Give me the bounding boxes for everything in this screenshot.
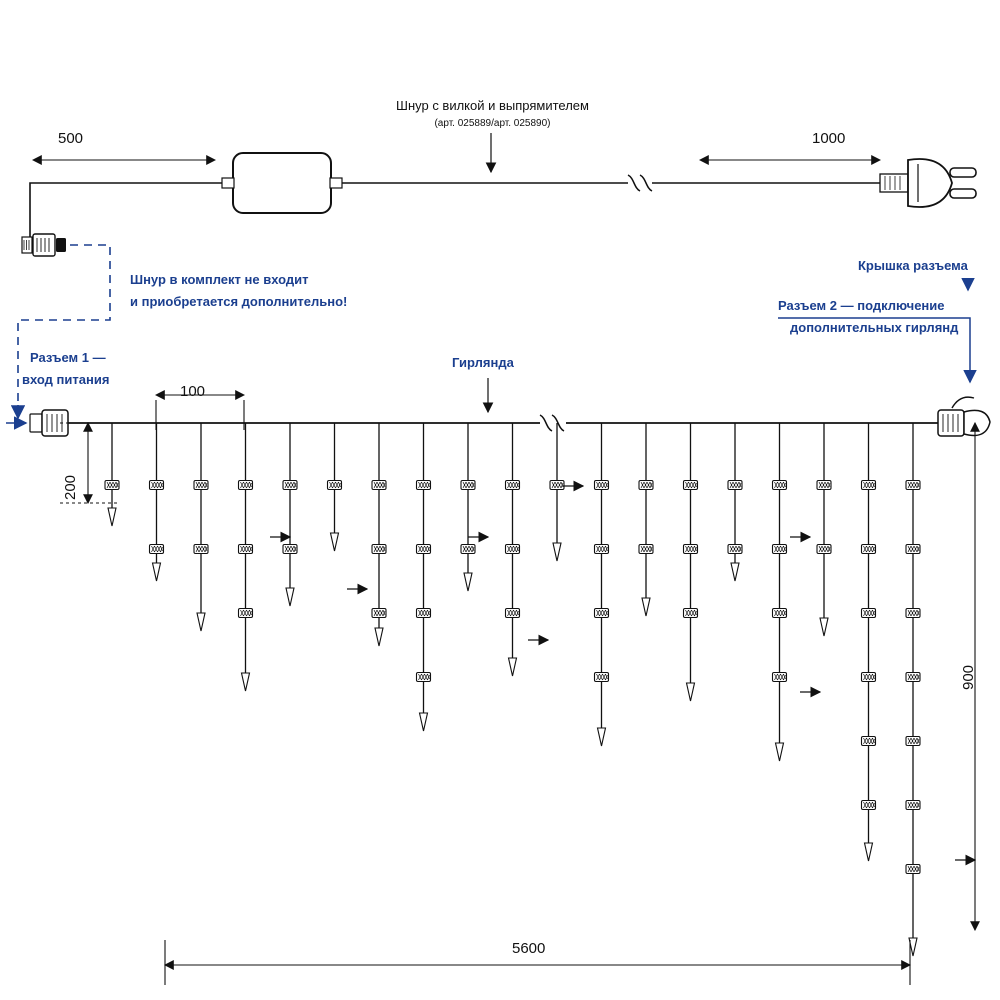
led-strands (105, 423, 920, 956)
connector2-label-line2: дополнительных гирлянд (790, 320, 959, 335)
dim-5600-label: 5600 (512, 940, 546, 957)
cord-not-included-line2: и приобретается дополнительно! (130, 294, 348, 309)
transformer-box (222, 153, 342, 213)
connector2-label-line1: Разъем 2 — подключение (778, 298, 945, 313)
dim-100-label: 100 (180, 383, 206, 400)
garland-break-symbol (540, 415, 564, 431)
cord-article: (арт. 025889/арт. 025890) (434, 118, 551, 129)
power-cord-assembly (30, 183, 222, 245)
connector-2 (938, 397, 990, 436)
cord-not-included-line1: Шнур в комплект не входит (130, 272, 309, 287)
dim-500-label: 500 (58, 130, 84, 147)
cord-title: Шнур с вилкой и выпрямителем (396, 98, 589, 113)
dim-200-label: 200 (62, 474, 79, 500)
connector1-label-line2: вход питания (22, 372, 110, 387)
dim-1000-label: 1000 (812, 130, 846, 147)
mains-plug (880, 159, 976, 207)
connector1-label-line1: Разъем 1 — (30, 350, 106, 365)
dim-900-label: 900 (960, 664, 977, 690)
garland-label: Гирлянда (452, 355, 514, 370)
cap-label: Крышка разъема (858, 258, 968, 273)
cord-break-symbol (628, 175, 652, 191)
low-voltage-plug-top (22, 234, 66, 256)
